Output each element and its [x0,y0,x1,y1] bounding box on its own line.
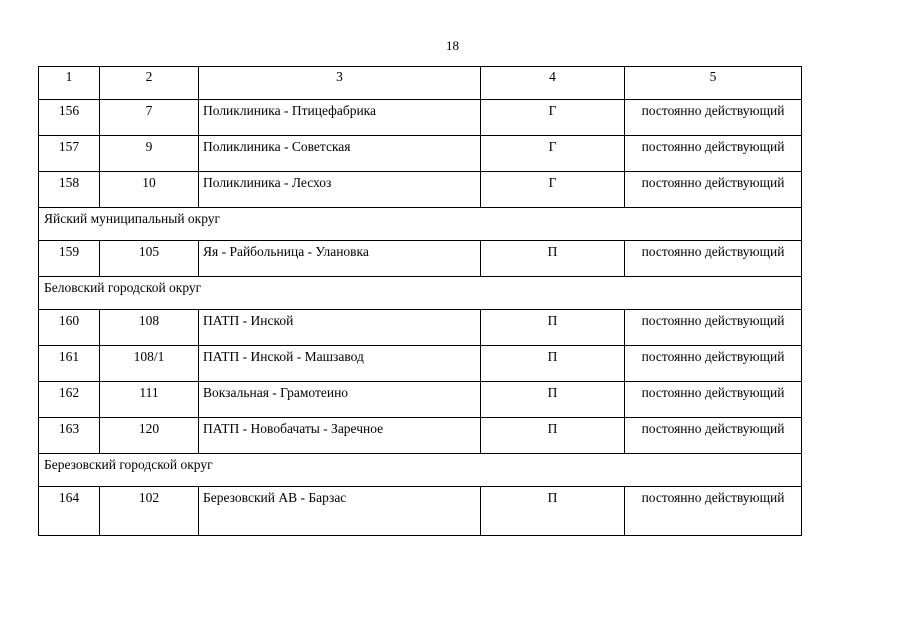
route-name-cell: Поликлиника - Птицефабрика [199,100,481,136]
district-label: Беловский городской округ [39,277,802,310]
row-number-cell: 163 [39,418,100,454]
row-number-cell: 157 [39,136,100,172]
route-type-cell: П [481,487,625,536]
route-number-cell: 7 [100,100,199,136]
table-row [39,172,802,208]
table-row [39,487,802,536]
route-status-cell: постоянно действующий [625,100,802,136]
district-label: Яйский муниципальный округ [39,208,802,241]
header-cell: 3 [199,67,481,100]
route-name-cell: ПАТП - Новобачаты - Заречное [199,418,481,454]
route-name-cell: ПАТП - Инской - Машзавод [199,346,481,382]
route-type-cell: Г [481,172,625,208]
row-number-cell: 160 [39,310,100,346]
row-number-cell: 158 [39,172,100,208]
district-row [39,208,802,241]
table-row [39,310,802,346]
district-label: Березовский городской округ [39,454,802,487]
table-row [39,346,802,382]
header-cell: 1 [39,67,100,100]
route-number-cell: 105 [100,241,199,277]
route-name-cell: Березовский АВ - Барзас [199,487,481,536]
route-status-cell: постоянно действующий [625,418,802,454]
route-type-cell: П [481,346,625,382]
route-type-cell: П [481,310,625,346]
route-status-cell: постоянно действующий [625,241,802,277]
route-number-cell: 108/1 [100,346,199,382]
route-number-cell: 120 [100,418,199,454]
table-header-row [39,67,802,100]
route-status-cell: постоянно действующий [625,136,802,172]
route-name-cell: Поликлиника - Советская [199,136,481,172]
route-name-cell: Поликлиника - Лесхоз [199,172,481,208]
header-cell: 5 [625,67,802,100]
route-name-cell: ПАТП - Инской [199,310,481,346]
table-row [39,100,802,136]
table-row [39,382,802,418]
routes-table [38,66,802,536]
route-status-cell: постоянно действующий [625,310,802,346]
district-row [39,277,802,310]
route-name-cell: Вокзальная - Грамотеино [199,382,481,418]
row-number-cell: 161 [39,346,100,382]
row-number-cell: 162 [39,382,100,418]
route-status-cell: постоянно действующий [625,382,802,418]
table-row [39,136,802,172]
header-cell: 4 [481,67,625,100]
route-number-cell: 9 [100,136,199,172]
header-cell: 2 [100,67,199,100]
route-number-cell: 10 [100,172,199,208]
route-type-cell: Г [481,100,625,136]
route-type-cell: П [481,241,625,277]
table-row [39,418,802,454]
route-type-cell: Г [481,136,625,172]
route-type-cell: П [481,418,625,454]
route-status-cell: постоянно действующий [625,487,802,536]
page-number: 18 [446,38,459,53]
route-name-cell: Яя - Райбольница - Улановка [199,241,481,277]
table-row [39,241,802,277]
route-type-cell: П [481,382,625,418]
route-number-cell: 108 [100,310,199,346]
row-number-cell: 156 [39,100,100,136]
route-status-cell: постоянно действующий [625,346,802,382]
route-number-cell: 111 [100,382,199,418]
row-number-cell: 164 [39,487,100,536]
district-row [39,454,802,487]
route-status-cell: постоянно действующий [625,172,802,208]
route-number-cell: 102 [100,487,199,536]
row-number-cell: 159 [39,241,100,277]
